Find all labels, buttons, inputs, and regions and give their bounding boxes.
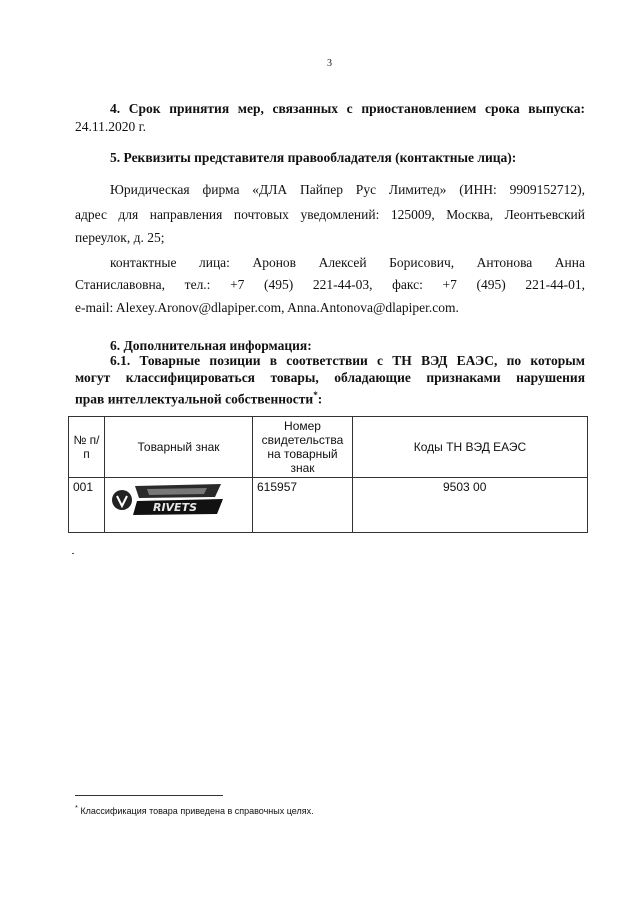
header-num: № п/п	[69, 417, 105, 478]
firm-line-2: адрес для направления почтовых уведомлений: 125009, Москва, Леонтьевский	[75, 207, 585, 222]
section4-heading: 4. Срок принятия мер, связанных с приостановлением срока выпуска:	[110, 101, 585, 116]
footnote-mark: *	[75, 803, 78, 812]
firm-line-1: Юридическая фирма «ДЛА Пайпер Рус Лимитед» (ИНН: 9909152712),	[110, 182, 585, 197]
header-codes: Коды ТН ВЭД ЕАЭС	[353, 417, 588, 478]
table-row	[69, 478, 588, 533]
footnote-separator	[75, 795, 223, 796]
cell-certificate: 615957	[253, 478, 353, 533]
subsection-line-3-text: прав интеллектуальной собственности	[75, 391, 314, 407]
logo-text: RIVETS	[152, 501, 198, 514]
section5-heading: 5. Реквизиты представителя правообладателя (контактные лица):	[110, 150, 517, 165]
cell-codes: 9503 00	[353, 478, 588, 533]
page-number: 3	[327, 58, 332, 69]
subsection-line-2: могут классифицироваться товары, обладающие признаками нарушения	[75, 370, 585, 385]
contacts-line-2: Станиславовна, тел.: +7 (495) 221-44-03, факс: +7 (495) 221-44-01,	[75, 277, 585, 292]
firm-line-3: переулок, д. 25;	[75, 230, 165, 245]
subsection-line-1: 6.1. Товарные позиции в соответствии с ТН ВЭД ЕАЭС, по которым	[110, 353, 585, 368]
section4-value: 24.11.2020 г.	[75, 119, 147, 134]
contacts-line-1: контактные лица: Аронов Алексей Борисович, Антонова Анна	[110, 255, 585, 270]
classification-table	[68, 416, 588, 533]
cell-num: 001	[69, 478, 105, 533]
footnote	[75, 803, 314, 816]
footnote-text: Классификация товара приведена в справочных целях.	[80, 806, 314, 816]
table-header-row	[69, 417, 588, 478]
header-trademark: Товарный знак	[105, 417, 253, 478]
contacts-line-3: e-mail: Alexey.Aronov@dlapiper.com, Anna.Antonova@dlapiper.com.	[75, 300, 459, 315]
section6-heading: 6. Дополнительная информация:	[110, 338, 312, 353]
footnote-ref: *	[313, 390, 318, 400]
subsection-colon: :	[317, 391, 323, 407]
scan-mark	[72, 553, 74, 554]
header-certificate: Номер свидетельства на товарный знак	[253, 417, 353, 478]
rivets-logo-image	[109, 480, 229, 518]
subsection-line-3	[75, 386, 322, 409]
cell-trademark	[105, 478, 253, 533]
